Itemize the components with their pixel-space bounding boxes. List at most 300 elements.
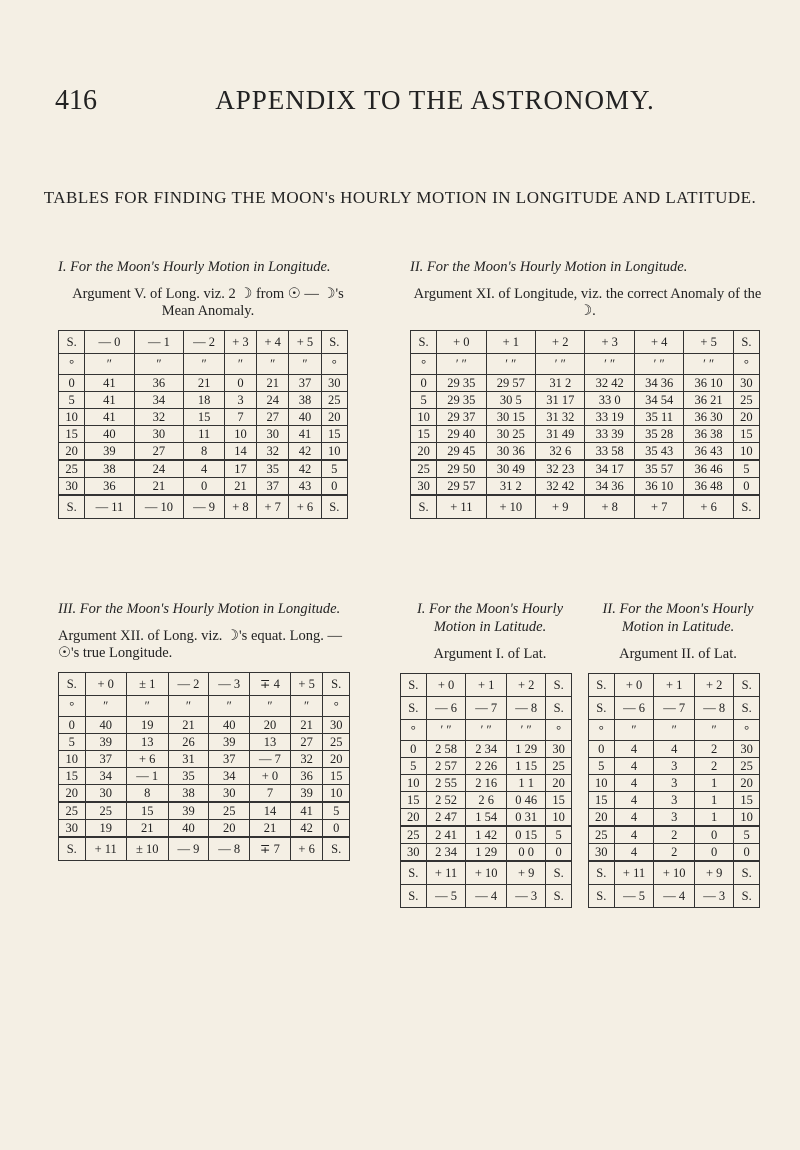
- table-cell: 41: [290, 802, 323, 820]
- table-cell: 10: [589, 775, 615, 792]
- table-cell: 5: [733, 460, 759, 478]
- table-row: [59, 375, 348, 392]
- table-cell: 40: [209, 717, 250, 734]
- section-argument: Argument II. of Lat.: [619, 646, 737, 662]
- table-cell: 30: [134, 426, 184, 443]
- table-cell: ± 10: [126, 837, 168, 861]
- table-cell: 11: [184, 426, 224, 443]
- table-cell: 5: [546, 826, 572, 844]
- table-cell: + 1: [466, 674, 507, 697]
- table-cell: ″: [257, 354, 289, 375]
- table-cell: ″: [168, 696, 209, 717]
- table-cell: 30 5: [486, 392, 535, 409]
- section-argument: Argument XII. of Long. viz. ☽'s equat. Long. — ☉'s true Longitude.: [58, 628, 342, 661]
- table-cell: 20: [733, 409, 759, 426]
- table-cell: 43: [289, 478, 321, 496]
- table-cell: 1: [694, 809, 733, 827]
- table-cell: ′ ″: [486, 354, 535, 375]
- table-row: [59, 768, 350, 785]
- table-cell: 41: [85, 409, 134, 426]
- table-cell: — 9: [184, 495, 224, 519]
- table-cell: 0 0: [506, 844, 545, 862]
- table-cell: 15: [546, 792, 572, 809]
- table-cell: + 11: [437, 495, 486, 519]
- table-row: [59, 717, 350, 734]
- table-cell: 7: [224, 409, 256, 426]
- table-cell: 20: [209, 820, 250, 838]
- table-cell: 31 17: [536, 392, 585, 409]
- table-cell: 2 41: [426, 826, 466, 844]
- footer-row: [401, 861, 572, 885]
- footer-row: [589, 861, 760, 885]
- table-cell: 2: [694, 741, 733, 758]
- table-cell: °: [734, 720, 760, 741]
- table-cell: — 3: [506, 885, 545, 908]
- table-cell: 10: [734, 809, 760, 827]
- table-cell: 18: [184, 392, 224, 409]
- units-row: [401, 720, 572, 741]
- table-cell: 15: [733, 426, 759, 443]
- table-cell: 13: [250, 734, 291, 751]
- section-argument: Argument XI. of Longitude, viz. the correct Anomaly of the ☽.: [413, 286, 762, 319]
- table-row: [401, 809, 572, 827]
- table-cell: + 5: [684, 331, 733, 354]
- table-cell: 2 16: [466, 775, 507, 792]
- table-cell: °: [589, 720, 615, 741]
- table-cell: 1 29: [506, 741, 545, 758]
- table-row: [59, 751, 350, 768]
- table-cell: 31 2: [486, 478, 535, 496]
- table-cell: 4: [654, 741, 695, 758]
- table-row: [59, 734, 350, 751]
- table-cell: 10: [323, 785, 350, 803]
- table-cell: 10: [321, 443, 347, 461]
- table-cell: 4: [614, 741, 654, 758]
- table-cell: 30: [734, 741, 760, 758]
- table-cell: 0: [59, 717, 86, 734]
- table-cell: 0 46: [506, 792, 545, 809]
- table-cell: 3: [224, 392, 256, 409]
- table-cell: 30: [546, 741, 572, 758]
- table-cell: ′ ″: [634, 354, 683, 375]
- table-cell: 25: [209, 802, 250, 820]
- table-cell: 5: [411, 392, 437, 409]
- table-cell: — 1: [126, 768, 168, 785]
- table-cell: 30: [209, 785, 250, 803]
- table-cell: — 1: [134, 331, 184, 354]
- table-cell: 3: [654, 809, 695, 827]
- table-row: [59, 426, 348, 443]
- footer-row: [411, 495, 760, 519]
- table-cell: 33 39: [585, 426, 634, 443]
- table-cell: 5: [59, 392, 85, 409]
- table-cell: 15: [589, 792, 615, 809]
- table-cell: + 6: [289, 495, 321, 519]
- table-cell: °: [733, 354, 759, 375]
- table-cell: 35 57: [634, 460, 683, 478]
- table-cell: 25: [85, 802, 126, 820]
- table-cell: °: [321, 354, 347, 375]
- table-row: [589, 844, 760, 862]
- table-cell: 36: [290, 768, 323, 785]
- table-cell: ′ ″: [684, 354, 733, 375]
- table-cell: + 11: [85, 837, 126, 861]
- longitude-table-1: [58, 330, 348, 519]
- table-cell: S.: [589, 697, 615, 720]
- table-cell: ″: [694, 720, 733, 741]
- table-cell: 0: [411, 375, 437, 392]
- table-cell: 30 49: [486, 460, 535, 478]
- table-cell: 25: [589, 826, 615, 844]
- table-row: [411, 443, 760, 461]
- table-cell: 3: [654, 792, 695, 809]
- table-cell: — 9: [168, 837, 209, 861]
- table-cell: ″: [290, 696, 323, 717]
- table-cell: S.: [733, 331, 759, 354]
- table-row: [401, 741, 572, 758]
- table-cell: + 10: [486, 495, 535, 519]
- table-cell: S.: [323, 837, 350, 861]
- table-cell: — 3: [694, 885, 733, 908]
- table-cell: 10: [546, 809, 572, 827]
- table-cell: 14: [250, 802, 291, 820]
- table-row: [411, 375, 760, 392]
- table-cell: 42: [289, 460, 321, 478]
- longitude-table-3: [58, 672, 350, 861]
- page-header: [0, 85, 800, 125]
- table-cell: 39: [168, 802, 209, 820]
- table-cell: 4: [184, 460, 224, 478]
- table-cell: 15: [401, 792, 427, 809]
- table-cell: 30: [257, 426, 289, 443]
- table-cell: + 1: [486, 331, 535, 354]
- table-cell: 15: [59, 426, 85, 443]
- table-row: [411, 460, 760, 478]
- longitude-table-2: [410, 330, 760, 519]
- table-cell: 30: [411, 478, 437, 496]
- table-cell: ′ ″: [466, 720, 507, 741]
- table-cell: 20: [321, 409, 347, 426]
- table-cell: S.: [734, 885, 760, 908]
- header-row: [59, 331, 348, 354]
- table-cell: + 0: [426, 674, 466, 697]
- table-cell: 20: [323, 751, 350, 768]
- table-cell: 39: [85, 443, 134, 461]
- table-cell: 5: [59, 734, 86, 751]
- table-cell: 35: [257, 460, 289, 478]
- table-cell: 33 19: [585, 409, 634, 426]
- units-row: [59, 696, 350, 717]
- table-cell: + 6: [290, 837, 323, 861]
- table-cell: 37: [85, 751, 126, 768]
- header-row: [589, 697, 760, 720]
- table-cell: 2 6: [466, 792, 507, 809]
- table-cell: 31: [168, 751, 209, 768]
- table-cell: ″: [184, 354, 224, 375]
- table-cell: + 9: [694, 861, 733, 885]
- table-cell: °: [411, 354, 437, 375]
- table-cell: — 6: [614, 697, 654, 720]
- header-row: [59, 673, 350, 696]
- table-cell: 14: [224, 443, 256, 461]
- table-cell: ′ ″: [437, 354, 486, 375]
- table-cell: ″: [289, 354, 321, 375]
- table-cell: 0: [323, 820, 350, 838]
- table-cell: S.: [546, 885, 572, 908]
- table-cell: — 4: [466, 885, 507, 908]
- table-cell: 21: [134, 478, 184, 496]
- table-cell: 2 26: [466, 758, 507, 775]
- table-cell: S.: [734, 861, 760, 885]
- table-cell: 25: [734, 758, 760, 775]
- table-cell: 10: [411, 409, 437, 426]
- table-cell: 19: [126, 717, 168, 734]
- table-cell: °: [59, 354, 85, 375]
- table-cell: 37: [209, 751, 250, 768]
- table-cell: 36 48: [684, 478, 733, 496]
- table-cell: S.: [401, 674, 427, 697]
- latitude-table-2-section: [588, 600, 768, 908]
- table-cell: 0: [546, 844, 572, 862]
- table-cell: 4: [614, 758, 654, 775]
- table-cell: 30: [59, 478, 85, 496]
- table-cell: + 3: [224, 331, 256, 354]
- table-cell: S.: [546, 697, 572, 720]
- table-cell: 0: [321, 478, 347, 496]
- units-row: [59, 354, 348, 375]
- running-title: APPENDIX TO THE ASTRONOMY.: [215, 85, 655, 115]
- table-cell: 30 25: [486, 426, 535, 443]
- table-cell: 29 57: [486, 375, 535, 392]
- table-cell: S.: [733, 495, 759, 519]
- table-cell: 2 52: [426, 792, 466, 809]
- header-row: [401, 674, 572, 697]
- table-cell: 2: [694, 758, 733, 775]
- table-cell: 31 49: [536, 426, 585, 443]
- table-cell: 1 1: [506, 775, 545, 792]
- table-cell: S.: [401, 861, 427, 885]
- table-cell: 10: [224, 426, 256, 443]
- table-cell: °: [59, 696, 86, 717]
- table-row: [401, 844, 572, 862]
- table-cell: 1 29: [466, 844, 507, 862]
- table-cell: 4: [614, 792, 654, 809]
- table-cell: + 4: [634, 331, 683, 354]
- table-cell: 29 45: [437, 443, 486, 461]
- table-cell: 39: [85, 734, 126, 751]
- table-row: [401, 758, 572, 775]
- table-cell: °: [401, 720, 427, 741]
- table-cell: 5: [734, 826, 760, 844]
- table-cell: 20: [250, 717, 291, 734]
- table-cell: 15: [411, 426, 437, 443]
- table-cell: 8: [184, 443, 224, 461]
- table-cell: °: [546, 720, 572, 741]
- table-cell: 4: [614, 844, 654, 862]
- table-cell: S.: [59, 495, 85, 519]
- table-cell: 7: [250, 785, 291, 803]
- table-cell: + 3: [585, 331, 634, 354]
- table-cell: 32 6: [536, 443, 585, 461]
- table-cell: S.: [321, 495, 347, 519]
- table-row: [401, 826, 572, 844]
- table-cell: — 7: [250, 751, 291, 768]
- table-cell: ″: [209, 696, 250, 717]
- section-title: III. For the Moon's Hourly Motion in Longitude.: [58, 601, 341, 617]
- table-cell: 36 21: [684, 392, 733, 409]
- table-cell: 40: [85, 717, 126, 734]
- table-cell: 38: [168, 785, 209, 803]
- table-cell: 13: [126, 734, 168, 751]
- table-cell: + 9: [536, 495, 585, 519]
- table-cell: 1: [694, 792, 733, 809]
- longitude-table-3-section: [58, 600, 358, 861]
- table-cell: 34: [134, 392, 184, 409]
- table-cell: 36 46: [684, 460, 733, 478]
- table-cell: 33 58: [585, 443, 634, 461]
- table-cell: 20: [401, 809, 427, 827]
- table-row: [589, 792, 760, 809]
- section-title: I. For the Moon's Hourly Motion in Latitude.: [416, 601, 564, 635]
- table-cell: 10: [59, 409, 85, 426]
- table-cell: 2 47: [426, 809, 466, 827]
- table-row: [411, 409, 760, 426]
- table-cell: 19: [85, 820, 126, 838]
- table-cell: 21: [257, 375, 289, 392]
- table-cell: S.: [589, 885, 615, 908]
- table-cell: 5: [321, 460, 347, 478]
- table-cell: 36: [85, 478, 134, 496]
- table-row: [59, 802, 350, 820]
- table-cell: 42: [289, 443, 321, 461]
- table-cell: + 11: [614, 861, 654, 885]
- table-row: [59, 820, 350, 838]
- table-cell: + 11: [426, 861, 466, 885]
- table-cell: 40: [289, 409, 321, 426]
- table-cell: 34: [209, 768, 250, 785]
- table-cell: 0: [59, 375, 85, 392]
- table-row: [589, 826, 760, 844]
- table-cell: ″: [614, 720, 654, 741]
- table-row: [401, 792, 572, 809]
- table-cell: + 2: [506, 674, 545, 697]
- table-cell: — 2: [184, 331, 224, 354]
- table-cell: 30 36: [486, 443, 535, 461]
- table-cell: ′ ″: [426, 720, 466, 741]
- table-cell: 32: [290, 751, 323, 768]
- table-cell: 30: [321, 375, 347, 392]
- table-cell: 3: [654, 758, 695, 775]
- table-cell: 36 10: [634, 478, 683, 496]
- table-cell: S.: [734, 674, 760, 697]
- table-cell: 31 32: [536, 409, 585, 426]
- table-cell: 4: [614, 775, 654, 792]
- latitude-table-2: [588, 673, 760, 908]
- table-cell: 5: [323, 802, 350, 820]
- table-cell: 1 42: [466, 826, 507, 844]
- table-cell: + 4: [257, 331, 289, 354]
- table-cell: 34 36: [634, 375, 683, 392]
- table-row: [59, 460, 348, 478]
- table-cell: 26: [168, 734, 209, 751]
- table-cell: 25: [401, 826, 427, 844]
- table-cell: 30: [323, 717, 350, 734]
- table-cell: 5: [401, 758, 427, 775]
- table-cell: 0: [733, 478, 759, 496]
- table-row: [411, 426, 760, 443]
- table-cell: + 0: [85, 673, 126, 696]
- table-cell: 36 43: [684, 443, 733, 461]
- table-cell: 20: [59, 785, 86, 803]
- table-cell: 0 31: [506, 809, 545, 827]
- table-cell: + 8: [585, 495, 634, 519]
- table-cell: 20: [734, 775, 760, 792]
- table-cell: + 10: [654, 861, 695, 885]
- table-cell: 29 57: [437, 478, 486, 496]
- table-row: [59, 409, 348, 426]
- table-cell: 2: [654, 826, 695, 844]
- table-cell: 0: [694, 844, 733, 862]
- table-cell: 30 15: [486, 409, 535, 426]
- table-cell: 1: [694, 775, 733, 792]
- table-cell: — 4: [654, 885, 695, 908]
- table-cell: 20: [411, 443, 437, 461]
- table-cell: 41: [289, 426, 321, 443]
- table-cell: + 9: [506, 861, 545, 885]
- section-argument: Argument V. of Long. viz. 2 ☽ from ☉ — ☽'s Mean Anomaly.: [72, 286, 344, 319]
- table-cell: 27: [134, 443, 184, 461]
- table-cell: 2: [654, 844, 695, 862]
- footer-row: [59, 495, 348, 519]
- table-cell: 36: [134, 375, 184, 392]
- table-row: [401, 775, 572, 792]
- table-cell: 21: [184, 375, 224, 392]
- table-cell: 27: [257, 409, 289, 426]
- table-cell: S.: [401, 697, 427, 720]
- table-cell: 25: [733, 392, 759, 409]
- table-cell: S.: [589, 861, 615, 885]
- table-cell: — 11: [85, 495, 134, 519]
- table-cell: 38: [289, 392, 321, 409]
- table-cell: + 2: [694, 674, 733, 697]
- section-title: I. For the Moon's Hourly Motion in Longitude.: [58, 259, 331, 275]
- table-row: [411, 478, 760, 496]
- table-cell: — 8: [694, 697, 733, 720]
- table-cell: — 8: [209, 837, 250, 861]
- table-cell: 2 55: [426, 775, 466, 792]
- table-cell: 25: [59, 460, 85, 478]
- table-cell: 41: [85, 375, 134, 392]
- table-cell: 29 50: [437, 460, 486, 478]
- table-cell: 29 37: [437, 409, 486, 426]
- table-cell: 29 35: [437, 375, 486, 392]
- footer-row: [589, 885, 760, 908]
- table-cell: 25: [411, 460, 437, 478]
- latitude-table-1-section: [400, 600, 580, 908]
- table-cell: + 7: [634, 495, 683, 519]
- table-cell: 0: [589, 741, 615, 758]
- table-cell: ″: [224, 354, 256, 375]
- table-cell: 21: [168, 717, 209, 734]
- table-cell: + 0: [437, 331, 486, 354]
- table-cell: 15: [126, 802, 168, 820]
- table-cell: S.: [589, 674, 615, 697]
- table-cell: 30: [59, 820, 86, 838]
- table-cell: 32: [257, 443, 289, 461]
- table-cell: 41: [85, 392, 134, 409]
- table-cell: 0: [401, 741, 427, 758]
- table-cell: 0: [734, 844, 760, 862]
